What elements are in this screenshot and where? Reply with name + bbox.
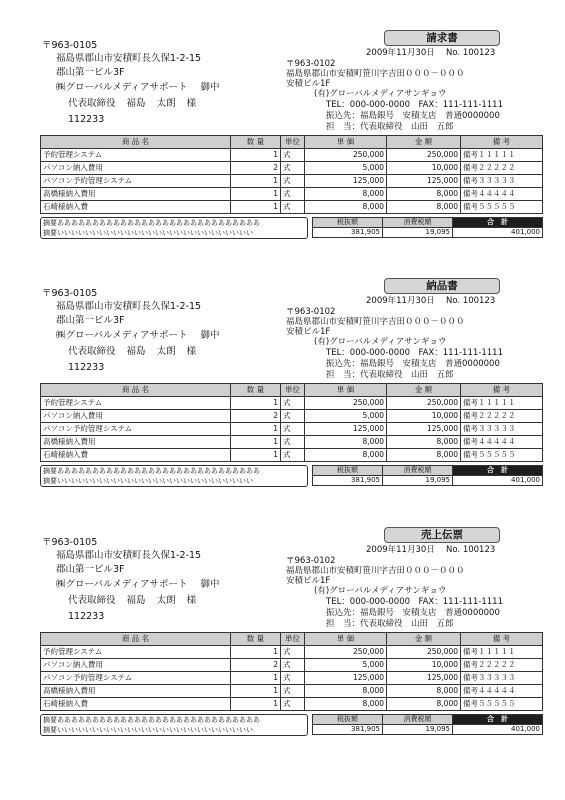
cell-remarks: 備考２２２２２	[461, 659, 543, 672]
cell-remarks: 備考３３３３３	[461, 672, 543, 685]
cell-unit-price: 5,000	[305, 659, 387, 672]
customer-person-family: 福島	[126, 98, 146, 109]
customer-person-title: 代表取締役	[68, 346, 116, 357]
customer-code: 112233	[68, 362, 105, 373]
customer-address1: 福島県郡山市安積町長久保1-2-15	[56, 301, 202, 312]
issuer-company: (有)グローバルメディアサンギョウ	[314, 337, 447, 347]
memo-box	[40, 465, 308, 487]
customer-address1: 福島県郡山市安積町長久保1-2-15	[56, 550, 202, 561]
subtotal-value: 381,905	[313, 228, 383, 238]
cell-unit-price: 5,000	[305, 410, 387, 423]
table-row	[41, 397, 543, 410]
items-header-row	[41, 384, 543, 397]
customer-company	[56, 81, 220, 95]
customer-company	[56, 578, 220, 592]
memo-box	[40, 714, 308, 736]
memo-line-1: 摘要あああああああああああああああああああああああああああああ	[43, 716, 260, 724]
document-number: No. 100123	[446, 296, 496, 306]
cell-remarks: 備考１１１１１	[461, 397, 543, 410]
header-product: 商 品 名	[41, 136, 231, 149]
totals-label-row	[313, 218, 543, 228]
memo-line-2: 摘要いいいいいいいいいいいいいいいいいいいいいいいいいいいい	[43, 726, 253, 734]
customer-company-honorific: 御中	[200, 579, 220, 590]
cell-unit-price: 250,000	[305, 149, 387, 162]
issuer-address2: 安積ビル1F	[286, 576, 331, 586]
customer-company-honorific: 御中	[200, 330, 220, 341]
cell-product: 石崎様納入費	[41, 698, 231, 711]
table-row	[41, 162, 543, 175]
cell-remarks: 備考３３３３３	[461, 423, 543, 436]
cell-unit-price: 125,000	[305, 672, 387, 685]
cell-amount: 10,000	[387, 410, 461, 423]
header-remarks: 備 考	[461, 136, 543, 149]
cell-product: パソコン納入費用	[41, 659, 231, 672]
tax-label: 消費税額	[383, 715, 453, 725]
total-value: 401,000	[453, 476, 543, 486]
tax-label: 消費税額	[383, 218, 453, 228]
cell-unit: 式	[281, 685, 305, 698]
cell-quantity: 1	[231, 423, 281, 436]
customer-person-honorific: 様	[186, 346, 197, 357]
cell-product: 石崎様納入費	[41, 201, 231, 214]
header-remarks: 備 考	[461, 384, 543, 397]
cell-unit-price: 5,000	[305, 162, 387, 175]
cell-quantity: 1	[231, 149, 281, 162]
table-row	[41, 410, 543, 423]
subtotal-value: 381,905	[313, 725, 383, 735]
cell-unit: 式	[281, 672, 305, 685]
cell-remarks: 備考１１１１１	[461, 149, 543, 162]
table-row	[41, 646, 543, 659]
cell-unit: 式	[281, 397, 305, 410]
issuer-address1: 福島県郡山市安積町笹川字吉田０００－０００	[286, 69, 465, 79]
issuer-bank: 振込先：福島銀号 安積支店 普通0000000	[326, 608, 500, 618]
document-title: 請求書	[384, 30, 500, 46]
issue-date: 2009年11月30日	[366, 545, 435, 555]
totals-label-row	[313, 715, 543, 725]
cell-amount: 125,000	[387, 175, 461, 188]
cell-amount: 125,000	[387, 672, 461, 685]
customer-address1: 福島県郡山市安積町長久保1-2-15	[56, 53, 202, 64]
cell-unit-price: 8,000	[305, 698, 387, 711]
cell-amount: 250,000	[387, 397, 461, 410]
cell-unit: 式	[281, 698, 305, 711]
cell-quantity: 2	[231, 659, 281, 672]
issuer-address1: 福島県郡山市安積町笹川字吉田０００－０００	[286, 566, 465, 576]
table-row	[41, 672, 543, 685]
totals-value-row	[313, 228, 543, 238]
header-quantity: 数 量	[231, 633, 281, 646]
cell-quantity: 1	[231, 397, 281, 410]
total-value: 401,000	[453, 725, 543, 735]
cell-amount: 250,000	[387, 149, 461, 162]
cell-product: パソコン予約管理システム	[41, 672, 231, 685]
cell-unit: 式	[281, 659, 305, 672]
customer-company-honorific: 御中	[200, 82, 220, 93]
table-row	[41, 188, 543, 201]
total-label: 合 計	[453, 218, 543, 228]
tax-value: 19,095	[383, 228, 453, 238]
customer-person-title: 代表取締役	[68, 595, 116, 606]
issuer-postal: 〒963-0102	[286, 556, 336, 566]
cell-unit: 式	[281, 646, 305, 659]
header-unit-price: 単 価	[305, 633, 387, 646]
subtotal-label: 税抜額	[313, 218, 383, 228]
cell-product: パソコン納入費用	[41, 162, 231, 175]
table-row	[41, 436, 543, 449]
cell-quantity: 1	[231, 672, 281, 685]
totals-table	[312, 465, 543, 486]
cell-remarks: 備考４４４４４	[461, 188, 543, 201]
cell-unit: 式	[281, 149, 305, 162]
totals-value-row	[313, 725, 543, 735]
customer-company-name: ㈱グローバルメディアサポート	[56, 330, 188, 341]
tax-label: 消費税額	[383, 466, 453, 476]
cell-amount: 10,000	[387, 162, 461, 175]
cell-unit: 式	[281, 449, 305, 462]
cell-amount: 8,000	[387, 698, 461, 711]
cell-remarks: 備考２２２２２	[461, 162, 543, 175]
customer-person-family: 福島	[126, 595, 146, 606]
cell-unit-price: 125,000	[305, 423, 387, 436]
cell-remarks: 備考５５５５５	[461, 698, 543, 711]
issuer-contact: 担 当：代表取締役 山田 五郎	[326, 370, 454, 380]
totals-value-row	[313, 476, 543, 486]
items-table	[40, 135, 543, 214]
cell-product: パソコン予約管理システム	[41, 423, 231, 436]
subtotal-label: 税抜額	[313, 466, 383, 476]
totals-label-row	[313, 466, 543, 476]
customer-postal: 〒963-0105	[42, 288, 98, 299]
issuer-company: (有)グローバルメディアサンギョウ	[314, 586, 447, 596]
customer-person	[68, 97, 196, 111]
form-section	[0, 273, 565, 523]
cell-quantity: 1	[231, 188, 281, 201]
customer-person-honorific: 様	[186, 98, 197, 109]
tax-value: 19,095	[383, 476, 453, 486]
issuer-company: (有)グローバルメディアサンギョウ	[314, 89, 447, 99]
customer-code: 112233	[68, 611, 105, 622]
customer-postal: 〒963-0105	[42, 40, 98, 51]
customer-person-given: 太朗	[156, 346, 176, 357]
customer-person-given: 太朗	[156, 595, 176, 606]
document-number: No. 100123	[446, 48, 496, 58]
cell-amount: 8,000	[387, 188, 461, 201]
customer-company-name: ㈱グローバルメディアサポート	[56, 579, 188, 590]
cell-quantity: 2	[231, 410, 281, 423]
issuer-address2: 安積ビル1F	[286, 327, 331, 337]
issue-date: 2009年11月30日	[366, 296, 435, 306]
cell-unit: 式	[281, 436, 305, 449]
cell-quantity: 1	[231, 698, 281, 711]
cell-amount: 125,000	[387, 423, 461, 436]
total-label: 合 計	[453, 466, 543, 476]
header-amount: 金 額	[387, 136, 461, 149]
customer-address2: 郡山第一ビル3F	[56, 315, 125, 326]
cell-remarks: 備考１１１１１	[461, 646, 543, 659]
header-quantity: 数 量	[231, 136, 281, 149]
subtotal-label: 税抜額	[313, 715, 383, 725]
header-unit-price: 単 価	[305, 136, 387, 149]
cell-amount: 10,000	[387, 659, 461, 672]
customer-company	[56, 329, 220, 343]
issuer-contact: 担 当：代表取締役 山田 五郎	[326, 122, 454, 132]
cell-quantity: 1	[231, 201, 281, 214]
cell-unit: 式	[281, 188, 305, 201]
table-row	[41, 685, 543, 698]
document-title: 納品書	[384, 278, 500, 294]
cell-amount: 8,000	[387, 449, 461, 462]
document-number: No. 100123	[446, 545, 496, 555]
memo-line-1: 摘要あああああああああああああああああああああああああああああ	[43, 219, 260, 227]
cell-quantity: 1	[231, 449, 281, 462]
cell-unit-price: 125,000	[305, 175, 387, 188]
header-product: 商 品 名	[41, 633, 231, 646]
cell-remarks: 備考３３３３３	[461, 175, 543, 188]
cell-amount: 250,000	[387, 646, 461, 659]
total-label: 合 計	[453, 715, 543, 725]
customer-person-given: 太朗	[156, 98, 176, 109]
header-unit-price: 単 価	[305, 384, 387, 397]
cell-remarks: 備考４４４４４	[461, 436, 543, 449]
cell-quantity: 2	[231, 162, 281, 175]
issuer-bank: 振込先：福島銀号 安積支店 普通0000000	[326, 111, 500, 121]
header-unit: 単位	[281, 633, 305, 646]
cell-quantity: 1	[231, 436, 281, 449]
issuer-address1: 福島県郡山市安積町笹川字吉田０００－０００	[286, 317, 465, 327]
items-table	[40, 383, 543, 462]
issuer-tel-fax: TEL：000-000-0000 FAX：111-111-1111	[326, 597, 503, 607]
cell-remarks: 備考５５５５５	[461, 201, 543, 214]
cell-remarks: 備考２２２２２	[461, 410, 543, 423]
cell-unit-price: 250,000	[305, 646, 387, 659]
customer-person-title: 代表取締役	[68, 98, 116, 109]
customer-person-honorific: 様	[186, 595, 197, 606]
cell-unit-price: 8,000	[305, 449, 387, 462]
table-row	[41, 698, 543, 711]
cell-remarks: 備考５５５５５	[461, 449, 543, 462]
header-amount: 金 額	[387, 633, 461, 646]
cell-unit-price: 8,000	[305, 685, 387, 698]
cell-product: 高橋様納入費用	[41, 436, 231, 449]
tax-value: 19,095	[383, 725, 453, 735]
customer-address2: 郡山第一ビル3F	[56, 67, 125, 78]
customer-address2: 郡山第一ビル3F	[56, 564, 125, 575]
cell-unit-price: 8,000	[305, 436, 387, 449]
header-remarks: 備 考	[461, 633, 543, 646]
items-header-row	[41, 633, 543, 646]
cell-unit-price: 8,000	[305, 188, 387, 201]
document-title: 売上伝票	[384, 527, 500, 543]
customer-postal: 〒963-0105	[42, 537, 98, 548]
cell-product: パソコン予約管理システム	[41, 175, 231, 188]
cell-remarks: 備考４４４４４	[461, 685, 543, 698]
cell-unit: 式	[281, 175, 305, 188]
cell-amount: 8,000	[387, 201, 461, 214]
cell-quantity: 1	[231, 646, 281, 659]
cell-product: 予約管理システム	[41, 149, 231, 162]
table-row	[41, 201, 543, 214]
memo-line-1: 摘要あああああああああああああああああああああああああああああ	[43, 467, 260, 475]
header-quantity: 数 量	[231, 384, 281, 397]
cell-unit: 式	[281, 162, 305, 175]
cell-product: パソコン納入費用	[41, 410, 231, 423]
issuer-bank: 振込先：福島銀号 安積支店 普通0000000	[326, 359, 500, 369]
customer-person-family: 福島	[126, 346, 146, 357]
cell-product: 予約管理システム	[41, 646, 231, 659]
memo-line-2: 摘要いいいいいいいいいいいいいいいいいいいいいいいいいいいい	[43, 229, 253, 237]
table-row	[41, 659, 543, 672]
memo-box	[40, 217, 308, 239]
issue-date: 2009年11月30日	[366, 48, 435, 58]
issuer-postal: 〒963-0102	[286, 307, 336, 317]
table-row	[41, 423, 543, 436]
cell-amount: 8,000	[387, 436, 461, 449]
customer-company-name: ㈱グローバルメディアサポート	[56, 82, 188, 93]
customer-code: 112233	[68, 114, 105, 125]
cell-product: 石崎様納入費	[41, 449, 231, 462]
issuer-tel-fax: TEL：000-000-0000 FAX：111-111-1111	[326, 348, 503, 358]
cell-unit: 式	[281, 410, 305, 423]
cell-unit: 式	[281, 201, 305, 214]
subtotal-value: 381,905	[313, 476, 383, 486]
customer-person	[68, 594, 196, 608]
cell-unit-price: 250,000	[305, 397, 387, 410]
table-row	[41, 175, 543, 188]
table-row	[41, 449, 543, 462]
header-unit: 単位	[281, 384, 305, 397]
header-product: 商 品 名	[41, 384, 231, 397]
customer-person	[68, 345, 196, 359]
memo-line-2: 摘要いいいいいいいいいいいいいいいいいいいいいいいいいいいい	[43, 477, 253, 485]
header-amount: 金 額	[387, 384, 461, 397]
issuer-postal: 〒963-0102	[286, 59, 336, 69]
items-header-row	[41, 136, 543, 149]
totals-table	[312, 217, 543, 238]
issuer-address2: 安積ビル1F	[286, 79, 331, 89]
header-unit: 単位	[281, 136, 305, 149]
totals-table	[312, 714, 543, 735]
items-table	[40, 632, 543, 711]
cell-quantity: 1	[231, 685, 281, 698]
total-value: 401,000	[453, 228, 543, 238]
form-section	[0, 25, 565, 275]
cell-product: 高橋様納入費用	[41, 188, 231, 201]
cell-product: 高橋様納入費用	[41, 685, 231, 698]
issuer-tel-fax: TEL：000-000-0000 FAX：111-111-1111	[326, 100, 503, 110]
cell-unit-price: 8,000	[305, 201, 387, 214]
cell-unit: 式	[281, 423, 305, 436]
table-row	[41, 149, 543, 162]
cell-quantity: 1	[231, 175, 281, 188]
cell-amount: 8,000	[387, 685, 461, 698]
cell-product: 予約管理システム	[41, 397, 231, 410]
form-section	[0, 522, 565, 772]
issuer-contact: 担 当：代表取締役 山田 五郎	[326, 619, 454, 629]
